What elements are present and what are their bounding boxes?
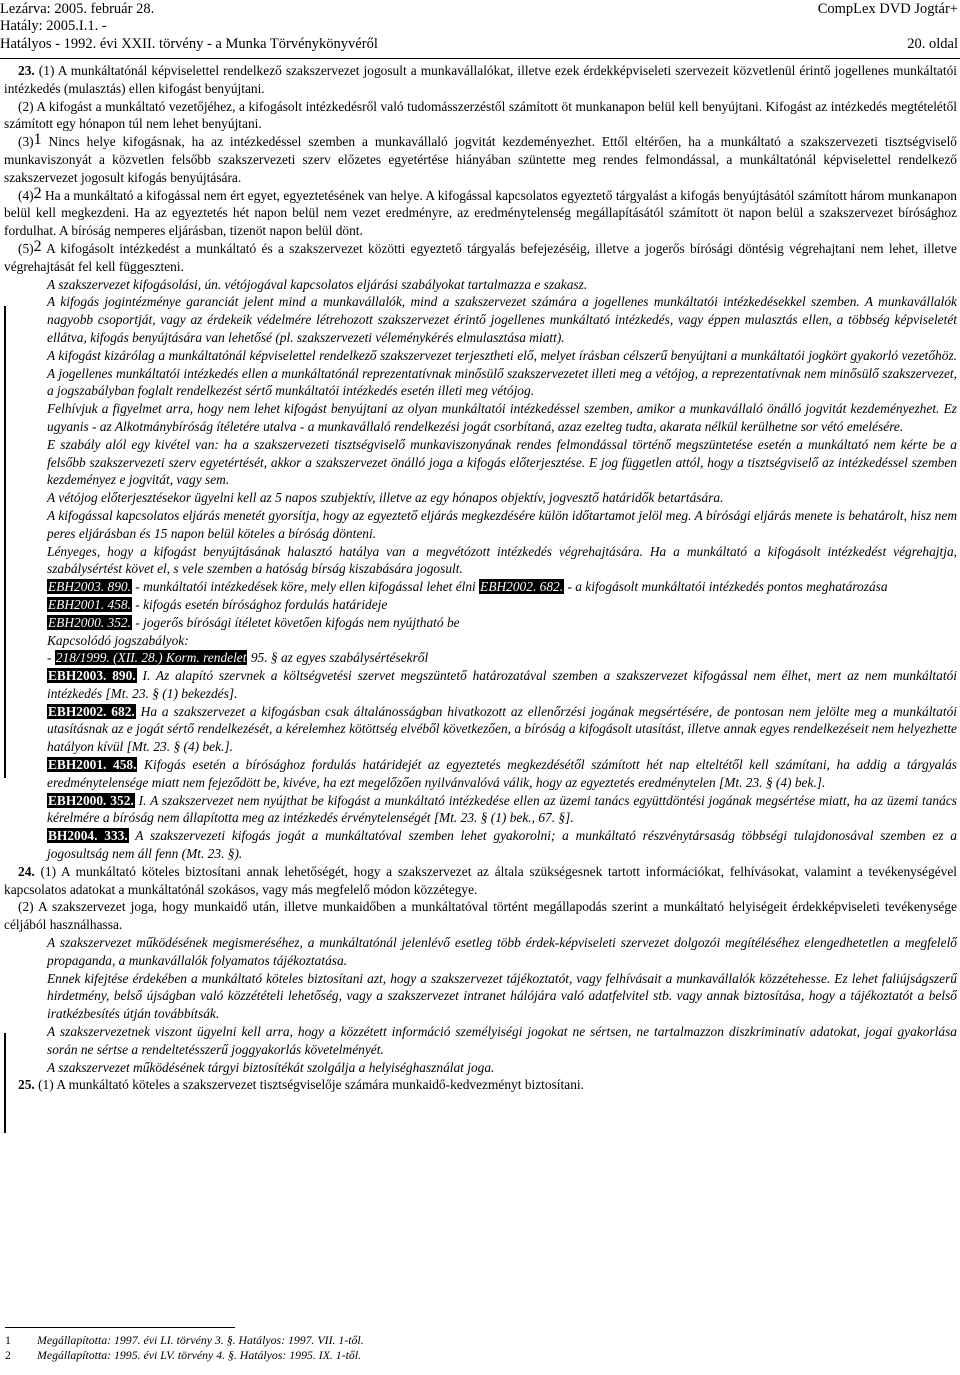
section-23-para-4: (4)$^2$ Ha a munkáltató a kifogással nem ért egyet, egyeztetésének van helye. A kifogással kapcsolatos egyeztető tárgyalást a kifogás benyújtásától számított három munkanapon belül kell megkezdeni. Ha az egyeztetés hét napon belül nem vezet eredményre, az eredménytelenség megállapításától számított öt napon belül a szakszervezet bírósághoz fordulhat. A bíróság nemperes eljárásban, tizenöt napon belül dönt.	[4, 184, 957, 239]
case-summary: EBH2000. 352. I. A szakszervezet nem nyújthat be kifogást a munkáltató intézkedése ellen az üzemi tanács együttdöntési jogának megsértése miatt, ha az üzemi tanács kérelmére a bíróság nem állapította meg az intézkedés érvénytelenségét [Mt. 23. § (1) bek., 67. §].	[47, 792, 957, 826]
footnote-text: Megállapította: 1997. évi LI. törvény 3. §. Hatályos: 1997. VII. 1-től.	[37, 1333, 364, 1347]
commentary-para: A kifogás jogintézménye garanciát jelent mind a munkavállalók, mind a szakszervezet számára a jogellenes munkáltatói intézkedésekkel szemben. A munkavállalók nagyobb csoportját, vagy az érdekeik védelmére létrehozott szakszervezet érintő jogellenes munkáltató intézkedés, vagy éppen mulasztás ellen, a többség képviseletét ellátva, kifogás benyújtására van lehetősé (pl. szakszervezeti véleménykérés elmulasztása miatt).	[47, 294, 957, 345]
footnote-ref[interactable]: 2	[33, 237, 42, 255]
case-summary: EBH2002. 682. Ha a szakszervezet a kifogásban csak általánosságban hivatkozott az ellenőrzési jogának megsértésére, de pontosan nem jelölte meg a munkáltatói utasításnak az e jogát sértő rendelkezését, a kérelemhez kötöttség elvéből következően, a bíróság a kifogásolt utasítást, illetve annak egyes rendelkezéseit nem helyezhette hatályon kívül [Mt. 23. § (4) bek.].	[47, 703, 957, 755]
case-summary: BH2004. 333. A szakszervezeti kifogás jogát a munkáltatóval szemben lehet gyakorolni; a munkáltató részvénytársaság többségi tulajdonosával szemben ez a jogosultság nem áll fenn (Mt. 23. §).	[47, 828, 957, 862]
related-law-line: - 218/1999. (XII. 28.) Korm. rendelet 95. § az egyes szabálysértésekről	[47, 650, 429, 666]
section-number: 25.	[18, 1077, 35, 1093]
related-laws-heading: Kapcsolódó jogszabályok:	[47, 632, 189, 648]
section-23-para-1: 23. (1) A munkáltatónál képviselettel rendelkező szakszervezet jogosult a munkavállalókat, illetve ezek érdekképviseleti szervezeit közvetlenül érintő jogellenes munkáltatói intézkedés (mulasztás) ellen kifogást benyújtani.	[4, 63, 957, 96]
product-name: CompLex DVD Jogtár+	[817, 1, 958, 17]
section-23-para-3: (3)$^1$ Nincs helye kifogásnak, ha az intézkedéssel szemben a munkavállaló jogvitát kezdeményezhet. Ettől eltérően, ha a munkáltató a szakszervezeti tisztségviselő munkaviszonyát a közvetlen felsőbb szakszervezeti szerv előzetes egyetértése hiányában szüntette meg rendes felmondással, a munkáltatónál képviselettel rendelkező szakszervezet jogosult kifogás benyújtására.	[4, 131, 957, 185]
section-25-para-1: 25. (1) A munkáltató köteles a szakszervezet tisztségviselője számára munkaidő-kedvezményt biztosítani.	[18, 1077, 584, 1093]
commentary-para: Felhívjuk a figyelmet arra, hogy nem lehet kifogást benyújtani az olyan munkáltatói intézkedéssel szemben, amikor a munkavállaló önálló jogvitát kezdeményezhet. Ez ugyanis - az Alkotmánybíróság ítéletére utalva - a munkavállaló rendelkezési jogát csorbítaná, azaz ezelteg tudta, akarata nélkül kerülhetne sor vétó emelésére.	[47, 401, 957, 434]
case-link[interactable]: EBH2003. 890.	[48, 668, 136, 684]
commentary-para: A szakszervezet kifogásolási, ún. vétójogával kapcsolatos eljárási szabályokat tartalmazza e szakasz.	[47, 276, 588, 292]
commentary-para: Ennek kifejtése érdekében a munkáltató köteles biztosítani azt, hogy a szakszervezet tájékoztatót, vagy felhívásait a munkavállalók közzétehesse. Ez lehet faliújságszerű hirdetmény, belső újságban való közzétételi lehetőség, vagy a szakszervezet intranet hálójára való adatfelvitel stb. vagy annak biztosítása, hogy a tájékoztatót a belső iratkézbesítés útján továbbítsák.	[47, 970, 957, 1022]
footnote-number: 1	[5, 1333, 11, 1347]
case-link[interactable]: EBH2001. 458.	[48, 757, 137, 773]
law-link[interactable]: 218/1999. (XII. 28.) Korm. rendelet	[55, 650, 247, 666]
section-number: 23.	[18, 63, 35, 78]
case-reference-line: EBH2000. 352. - jogerős bírósági ítéletet követően kifogás nem nyújtható be	[48, 614, 460, 630]
footnote	[5, 1333, 364, 1348]
footnote-ref[interactable]: 2	[33, 184, 42, 202]
case-reference-line: EBH2001. 458. - kifogás esetén bírósághoz fordulás határideje	[48, 596, 388, 612]
commentary-para: A szakszervezetnek viszont ügyelni kell arra, hogy a közzétett információ személyiségi jogokat ne sértsen, ne tartalmazzon diszkriminatív adatokat, jogai gyakorlása során ne sértse a rendeltetésszerű joggyakorlás követelményét.	[47, 1024, 957, 1057]
commentary-para: A kifogást kizárólag a munkáltatónál képviselettel rendelkező szakszervezet terjesztheti elő, melyet írásban célszerű benyújtani a munkáltatói jogkört gyakorló vezetőhöz. A jogellenes munkáltatói intézkedés ellen a munkáltatónál reprezentatívnak minősülő szakszervezetet illeti meg a vétójog, a reprezentatívnak nem minősülő szakszervezet, a jogszabályban foglalt rendelkezést sértő munkáltatói intézkedés esetén illeti meg vétójog.	[47, 347, 957, 399]
case-link[interactable]: EBH2003. 890.	[48, 579, 131, 595]
footnote-text: Megállapította: 1995. évi LV. törvény 4. §. Hatályos: 1995. IX. 1-től.	[37, 1347, 362, 1362]
page-number: 20. oldal	[907, 36, 958, 52]
section-23-para-2: (2) A kifogást a munkáltató vezetőjéhez, a kifogásolt intézkedésről való tudomásszerzéstől számított öt munkanapon belül kell benyújtani. Kifogást az intézkedés megtételétől számított egy hónapon túl nem lehet benyújtani.	[4, 98, 957, 132]
footnote-divider	[5, 1327, 235, 1328]
section-number: 24.	[18, 863, 35, 879]
case-summary: EBH2001. 458. Kifogás esetén a bírósághoz fordulás határidejét az egyeztetés megkezdésétől számított hét nap elteltétől kell számítani, ha addig a tárgyalás eredménytelensége miatt nem fejeződött be, kivéve, ha ezt megelőzően nyilvánvalóvá válik, hogy az egyeztetés eredménytelen [Mt. 23. § (4) bek.].	[47, 757, 957, 790]
commentary-para: A szakszervezet működésének megismeréséhez, a munkáltatónál jelenlévő esetleg több érdek-képviseleti szervezet dolgozói megítéléséhez elengedhetetlen a megfelelő propaganda, a munkavállalók folyamatos tájékoztatása.	[47, 935, 957, 968]
footnote-ref[interactable]: 1	[33, 131, 42, 149]
case-link[interactable]: EBH2002. 682.	[480, 579, 564, 595]
commentary-para: A kifogással kapcsolatos eljárás menetét gyorsítja, hogy az egyeztető eljárás megkezdésére külön időtartamot jelöl meg. A bírósági eljárás menete is behatárolt, hisz nem peres eljárásban és 15 napon belül köteles a bíróság dönteni.	[47, 507, 957, 541]
case-link[interactable]: BH2004. 333.	[48, 828, 128, 844]
footnote-number: 2	[5, 1347, 11, 1362]
commentary-para: Lényeges, hogy a kifogást benyújtásának halasztó hatálya van a megvétózott intézkedés végrehajtására. Ha a munkáltató a kifogásolt intézkedést végrehajtja, szabálysértést követ el, s vele szemben a hatóság bírság kiszabására jogosult.	[47, 543, 957, 577]
validity-date: Hatály: 2005.I.1. -	[0, 18, 107, 34]
case-link[interactable]: EBH2002. 682.	[48, 703, 135, 719]
header-divider	[0, 58, 960, 59]
case-link[interactable]: EBH2000. 352.	[48, 792, 134, 808]
closing-date: Lezárva: 2005. február 28.	[0, 1, 155, 17]
case-reference-line: EBH2003. 890. - munkáltatói intézkedések köre, mely ellen kifogással lehet élni EBH2002. 682. - a kifogásolt munkáltatói intézkedés pontos meghatározása	[48, 579, 888, 595]
commentary-para: A vétójog előterjesztésekor ügyelni kell az 5 napos szubjektív, illetve az egy hónapos objektív, jogvesztő határidők betartására.	[47, 490, 724, 506]
footnotes	[5, 1333, 364, 1362]
case-link[interactable]: EBH2001. 458.	[48, 596, 131, 612]
commentary-para: A szakszervezet működésének tárgyi biztosítékát szolgálja a helyiséghasználat joga.	[47, 1059, 495, 1075]
case-link[interactable]: EBH2000. 352.	[48, 614, 131, 630]
section-23-para-5: (5)$^2$ A kifogásolt intézkedést a munkáltató és a szakszervezet közötti egyeztető tárgyalás befejezéséig, illetve a jogerős bírósági döntésig végrehajtani nem lehet, illetve végrehajtását fel kell függeszteni.	[4, 237, 957, 274]
case-summary: EBH2003. 890. I. Az alapító szervnek a költségvetési szervet megszüntető határozatával szemben a szakszervezet kifogással nem élhet, mert az nem munkáltatói intézkedés [Mt. 23. § (1) bekezdés].	[47, 668, 957, 701]
document-body	[4, 62, 957, 1094]
law-title: Hatályos - 1992. évi XXII. törvény - a Munka Törvénykönyvéről	[0, 36, 378, 52]
footnote	[5, 1348, 364, 1363]
section-24-para-1: 24. (1) A munkáltató köteles biztosítani annak lehetőségét, hogy a szakszervezet az általa szükségesnek tartott információkat, felhívásokat, valamint a tevékenységével kapcsolatos adatokat a munkáltatónál szokásos, vagy más megfelelő módon közzétegye.	[4, 863, 957, 897]
section-24-para-2: (2) A szakszervezet joga, hogy munkaidő után, illetve munkaidőben a munkáltatóval történt megállapodás szerint a munkáltató helyiségeit érdekképviseleti tevékenysége céljából használhassa.	[4, 899, 957, 933]
commentary-para: E szabály alól egy kivétel van: ha a szakszervezeti tisztségviselő munkaviszonyának rendes felmondással történő megszüntetése esetén a munkáltató nem kérte be a felsőbb szakszervezeti szerv egyetértését, akkor a szakszervezet önálló joga a kifogás előterjesztése. E jog független attól, hogy a tisztségviselő az intézkedéssel szemben kezdeményez e jogvitát, vagy sem.	[47, 436, 957, 488]
